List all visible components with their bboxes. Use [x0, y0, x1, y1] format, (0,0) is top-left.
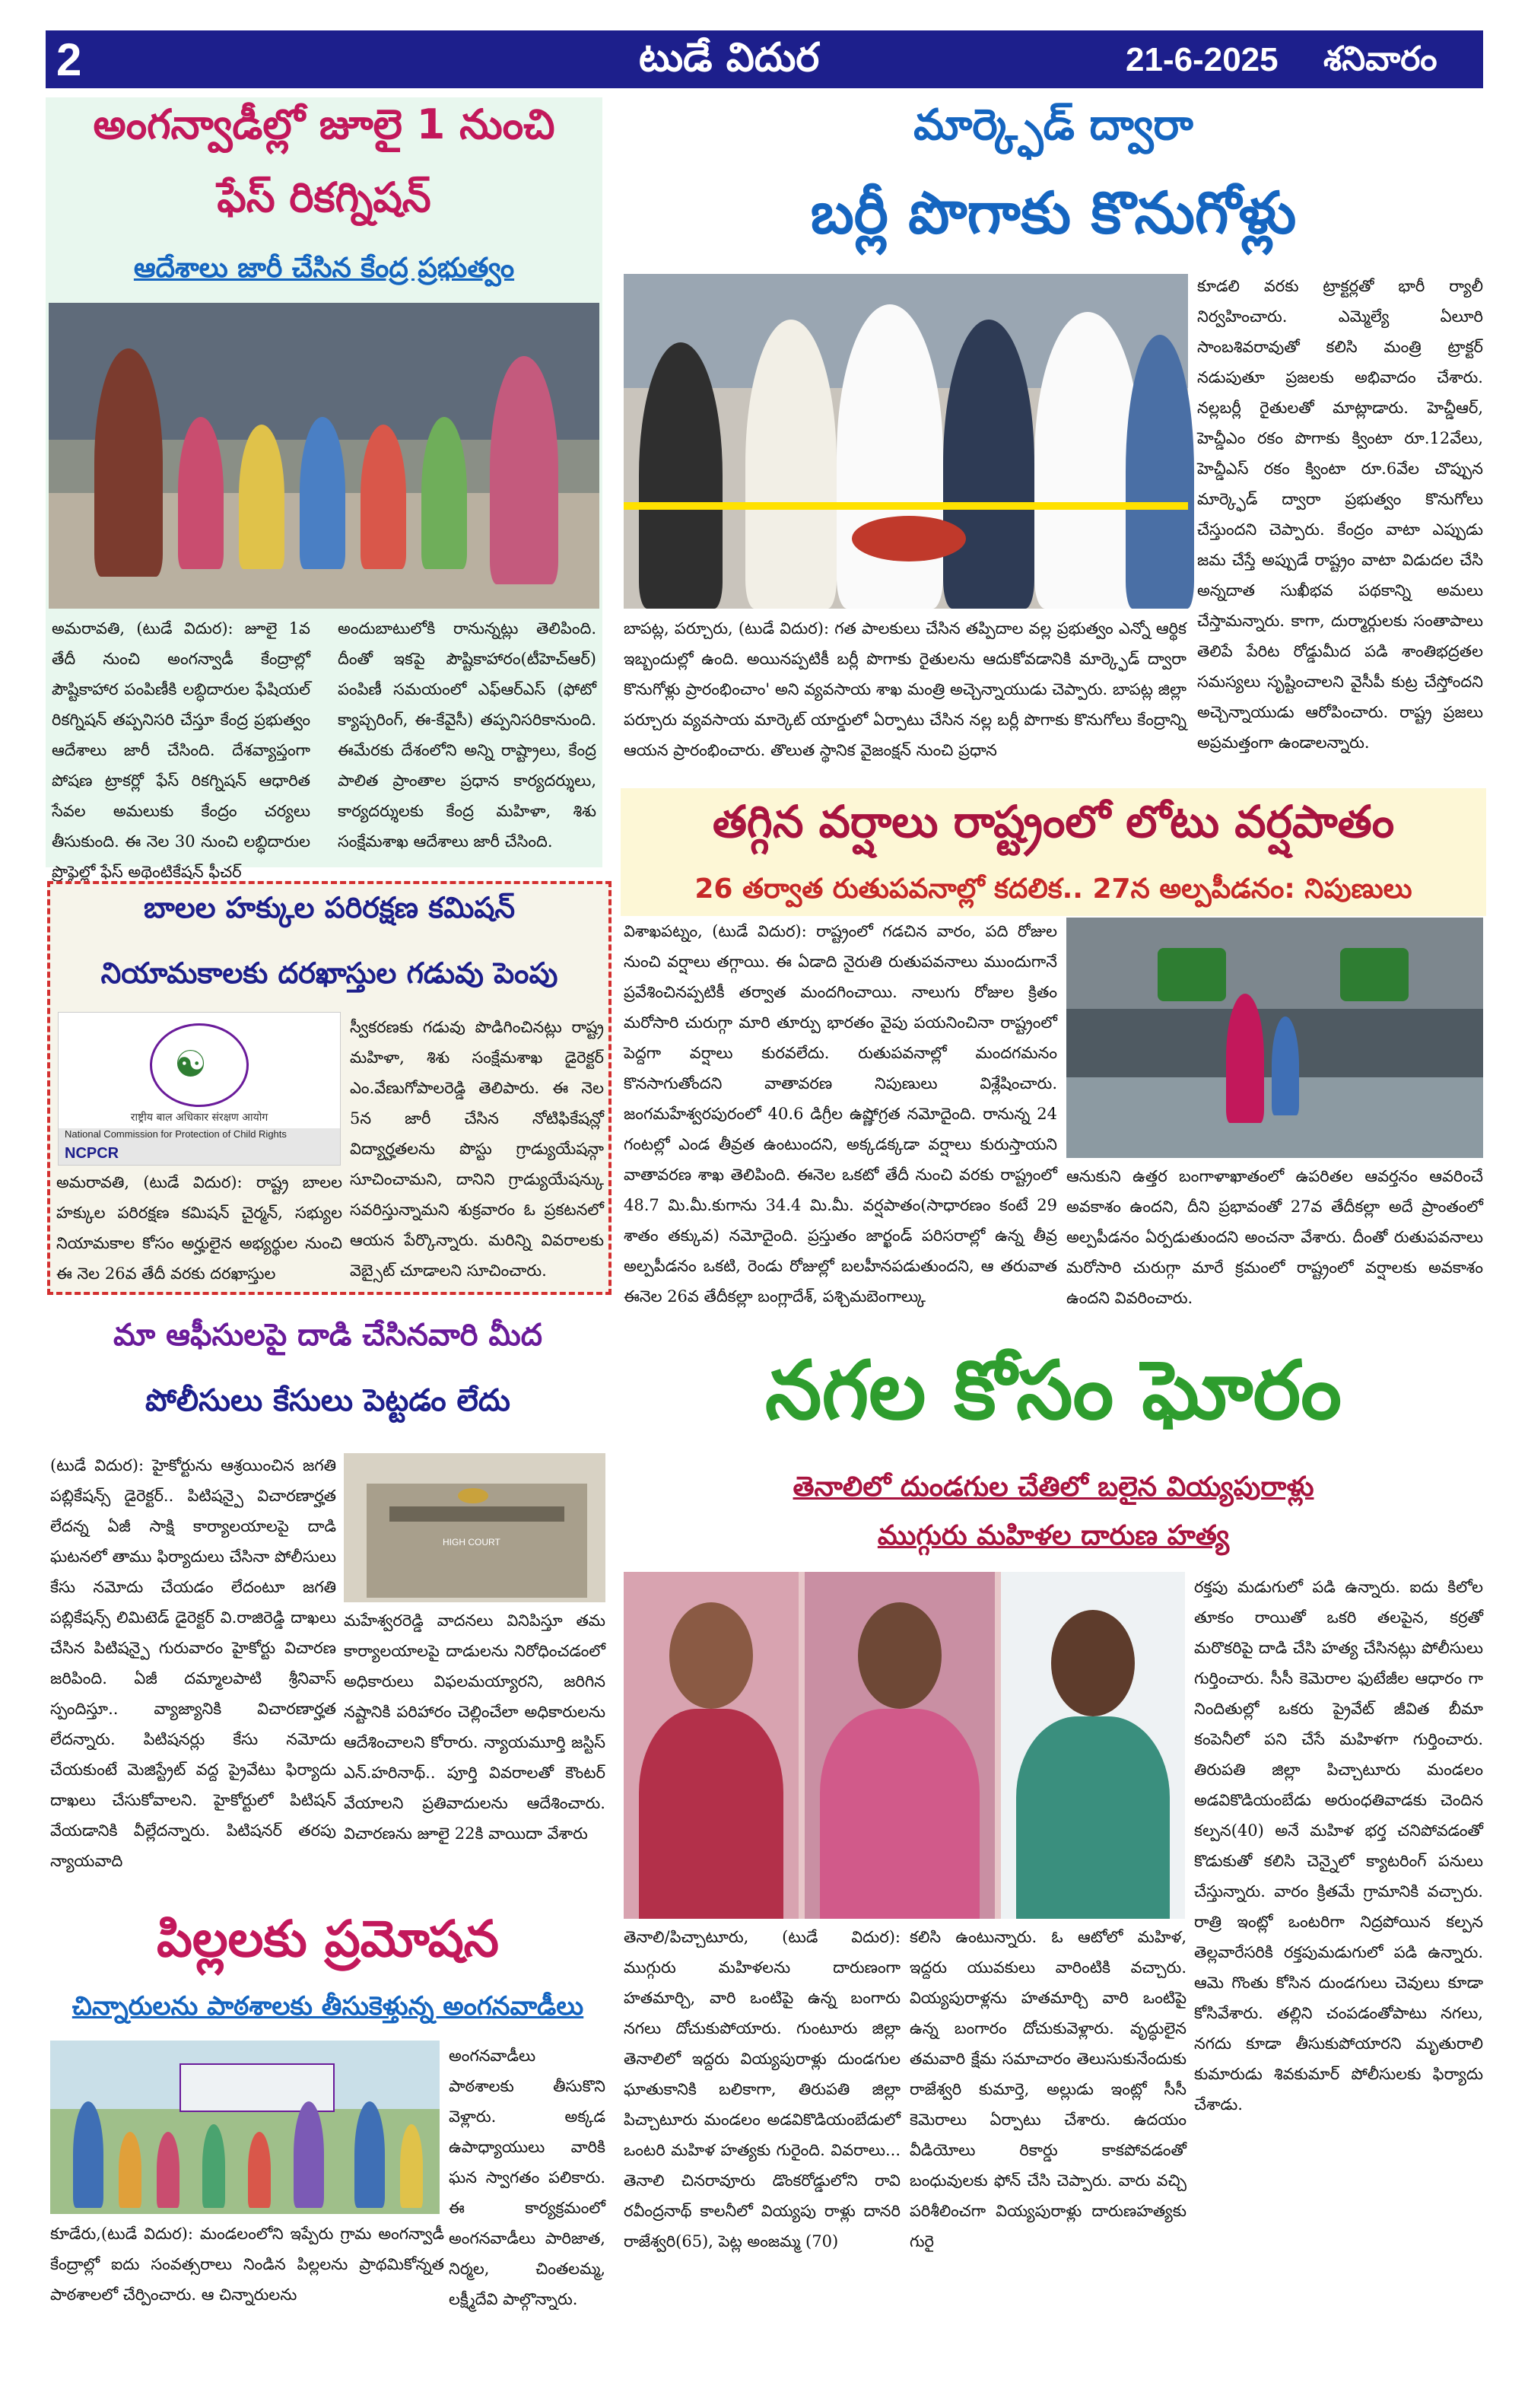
emblem-icon: [458, 1488, 488, 1503]
nagalu-col2: కలిసి ఉంటున్నారు. ఓ ఆటోలో మహిళ, ఇద్దరు యువకులు వారింటికి వచ్చారు. వియ్యపురాళ్లను హతమార్చి వారి ఒంటిపై ఉన్న బంగారం దోచుకువెళ్లారు. వృద్ధులైన తమవారి క్షేమ సమాచారం తెలుసుకునేందుకు రాజేశ్వరి కుమార్తె, అల్లుడు ఇంట్లో సీసీ కెమెరాలు ఏర్పాటు చేశారు. ఉదయం వీడియోలు రికార్డు కాకపోవడంతో బంధువులకు ఫోన్ చేసి చెప్పారు. వారు వచ్చి పరిశీలించగా వియ్యపురాళ్లు దారుణహత్యకు గురై: [910, 1928, 1187, 2251]
victim-photo-1: [624, 1572, 799, 1919]
victim-photo-3: [1001, 1572, 1185, 1919]
rain-left-text: విశాఖపట్నం, (టుడే విదుర): రాష్ట్రంలో గడచిన వారం, పది రోజుల నుంచి వర్షాలు తగ్గాయి. ఈ ఏడాది నైరుతి రుతుపవనాలు ముందుగానే ప్రవేశించినప్పటికీ తర్వాత మందగించాయి. నాలుగు రోజుల క్రితం మరోసారి చురుగ్గా మారి తూర్పు భారతం వైపు పయనించినా రాష్ట్రంలో పెద్దగా వర్షాలు కురవలేదు. రుతుపవనాల్లో మందగమనం కొనసాగుతోందని వాతావరణ నిపుణులు విశ్లేషించారు. జంగమహేశ్వరపురంలో 40.6 డిగ్రీల ఉష్ణోగ్రత నమోదైంది. రానున్న 24 గంటల్లో ఎండ తీవ్రత ఉంటుందని, అక్కడక్కడా వర్షాలు కురుస్తాయని వాతావరణ శాఖ తెలిపింది. ఈనెల ఒకటో తేదీ నుంచి వరకు రాష్ట్రంలో 48.7 మి.మీ.కుగాను 34.4 మి.మీ. వర్షపాతం(సాధారణం కంటే 29 శాతం తక్కువ) నమోదైంది. ప్రస్తుతం జార్ఖండ్ పరిసరాల్లో ఉన్న తీవ్ర అల్పపీడనం ఒకటి, రెండు రోజుల్లో బలహీనపడుతుందని, ఆ తరువాత ఈనెల 26వ తేదీకల్లా బంగ్లాదేశ్, పశ్చిమబెంగాల్కు: [624, 922, 1057, 1306]
victims-photos: [624, 1572, 1185, 1919]
rain-right-text: ఆనుకుని ఉత్తర బంగాళాఖాతంలో ఉపరితల ఆవర్తనం ఆవరించే అవకాశం ఉందని, దీని ప్రభావంతో 27వ తేదీకల్లా అదే ప్రాంతంలో అల్పపీడనం ఏర్పడుతుందని అంచనా వేశారు. దీంతో రుతుపవనాలు మరోసారి చురుగ్గా మారే క్రమంలో రాష్ట్రంలో వర్షాలకు అవకాశం ఉందని వివరించారు.: [1066, 1167, 1483, 1307]
anganwadi-headline-2: ఫేస్ రికగ్నిషన్: [217, 173, 431, 221]
pillalu-right-text: అంగనవాడీలు పాఠశాలకు తీసుకొని వెళ్లారు. అక్కడ ఉపాధ్యాయులు వారికి ఘన స్వాగతం పలికారు. ఈ కార్యక్రమంలో అంగనవాడీలు పారిజాత, నిర్మల, చింతలమ్మ, లక్ష్మీదేవి పాల్గొన్నారు.: [449, 2047, 605, 2308]
pillalu-subhead: చిన్నారులను పాఠశాలకు తీసుకెళ్తున్న అంగనవాడీలు: [71, 1991, 584, 2022]
offices-headline-2: పోలీసులు కేసులు పెట్టడం లేదు: [145, 1383, 510, 1418]
ncpcr-logo: [58, 1012, 341, 1166]
nagalu-subhead-2: ముగ్గురు మహిళల దారుణ హత్య: [877, 1520, 1230, 1551]
anganwadi-children-photo: [49, 303, 599, 609]
pillalu-bottom-text: కూడేరు,(టుడే విదుర): మండలంలోని ఇప్పేరు గ్రామ అంగన్వాడీ కేంద్రాల్లో ఐదు సంవత్సరాలు నిండిన పిల్లలను ప్రాథమికోన్నత పాఠశాలలో చేర్పించారు. ఆ చిన్నారులను: [50, 2225, 444, 2304]
high-court-sign: HIGH COURT: [443, 1537, 500, 1548]
rain-headline: తగ్గిన వర్షాలు రాష్ట్రంలో లోటు వర్షపాతం: [712, 796, 1395, 848]
pillalu-headline: పిల్లలకు ప్రమోషన: [156, 1910, 500, 1968]
anganwadi-col2: అందుబాటులోకి రానున్నట్లు తెలిపింది. దీంతో ఇకపై పౌష్టికాహారం(టీహెచ్ఆర్) పంపిణీ సమయంలో ఎఫ్ఆర్ఎస్ (ఫోటో క్యాప్చరింగ్, ఈ-కేవైసీ) తప్పనిసరికానుంది. ఈమేరకు దేశంలోని అన్ని రాష్ట్రాలు, కేంద్ర పాలిత ప్రాంతాల ప్రధాన కార్యదర్శులు, కార్యదర్శులకు కేంద్ర మహిళా, శిశు సంక్షేమశాఖ ఆదేశాలు జారీ చేసింది.: [338, 619, 596, 851]
anganwadi-col1: అమరావతి, (టుడే విదుర): జూలై 1వ తేదీ నుంచి అంగన్వాడీ కేంద్రాల్లో పౌష్టికాహార పంపిణీకి లబ్ధిదారుల ఫేషియల్ రికగ్నిషన్ తప్పనిసరి చేస్తూ కేంద్ర ప్రభుత్వం ఆదేశాలు జారీ చేసింది. దేశవ్యాప్తంగా పోషణ ట్రాకర్లో ఫేస్ రికగ్నిషన్ ఆధారిత సేవల అమలుకు కేంద్రం చర్యలు తీసుకుంది. ఈ నెల 30 నుంచి లబ్ధిదారుల ప్రొఫైల్లో ఫేస్ అథెంటికేషన్ ఫీచర్: [52, 619, 310, 881]
ncpcr-left-text: అమరావతి, (టుడే విదుర): రాష్ట్ర బాలల హక్కుల పరిరక్షణ కమిషన్ చైర్మన్, సభ్యుల నియామకాల కోసం అర్హులైన అభ్యర్థుల నుంచి ఈ నెల 26వ తేదీ వరకు దరఖాస్తుల: [56, 1173, 342, 1283]
markfed-bottom-text: బాపట్ల, పర్చూరు, (టుడే విదుర): గత పాలకులు చేసిన తప్పిదాల వల్ల ప్రభుత్వం ఎన్నో ఆర్థిక ఇబ్బందుల్లో ఉంది. అయినప్పటికీ బర్లీ పొగాకు రైతులను ఆదుకోవడానికి మార్క్ఫెడ్ ద్వారా కొనుగోళ్లు ప్రారంభించాం' అని వ్యవసాయ శాఖ మంత్రి అచ్చెన్నాయుడు చెప్పారు. బాపట్ల జిల్లా పర్చూరు వ్యవసాయ మార్కెట్ యార్డులో ఏర్పాటు చేసిన నల్ల బర్లీ పొగాకు కొనుగోలు కేంద్రాన్ని ఆయన ప్రారంభించారు. తొలుత స్థానిక వైజంక్షన్ నుంచి ప్రధాన: [624, 619, 1187, 759]
paper-name: టుడే విదుర: [639, 35, 820, 81]
anganwadi-rally-photo: [50, 2041, 440, 2214]
ncpcr-headline-1: బాలల హక్కుల పరిరక్షణ కమిషన్: [143, 891, 516, 924]
rain-street-photo: [1066, 918, 1483, 1158]
victim-photo-2: [805, 1572, 995, 1919]
masthead: [46, 30, 1483, 88]
offices-headline-1: మా ఆఫీసులపై దాడి చేసినవారి మీద: [113, 1318, 542, 1353]
nagalu-headline: నగల కోసం ఘోరం: [765, 1344, 1342, 1437]
nagalu-col1: తెనాలి/పిచ్చాటూరు, (టుడే విదుర): ముగ్గురు మహిళలను దారుణంగా హతమార్చి, వారి ఒంటిపై ఉన్న బంగారు నగలు దోచుకుపోయారు. గుంటూరు జిల్లా తెనాలిలో ఇద్దరు వియ్యపురాళ్లు దుండగుల ఘాతుకానికి బలికాగా, తిరుపతి జిల్లా పిచ్చాటూరు మండలం అడవికొడియంబేడులో ఒంటరి మహిళ హత్యకు గురైంది. వివరాలు... తెనాలి చినరావూరు డొంకరోడ్డులోని రావి రవీంద్రనాథ్ కాలనీలో వియ్యపు రాళ్లు దానరి రాజేశ్వరి(65), పెట్ల అంజమ్మ (70): [624, 1928, 901, 2251]
offices-col1: (టుడే విదుర): హైకోర్టును ఆశ్రయించిన జగతి పబ్లికేషన్స్ డైరెక్టర్.. పిటిషన్పై విచారణార్హత లేదన్న ఏజీ సాక్షి కార్యాలయాలపై దాడి ఘటనలో తాము ఫిర్యాదులు చేసినా పోలీసులు కేసు నమోదు చేయడం లేదంటూ జగతి పబ్లికేషన్స్ లిమిటెడ్ డైరెక్టర్ వి.రాజిరెడ్డి దాఖలు చేసిన పిటిషన్పై గురువారం హైకోర్టు విచారణ జరిపింది. ఏజీ దమ్మాలపాటి శ్రీనివాస్ స్పందిస్తూ.. వ్యాజ్యానికి విచారణార్హత లేదన్నారు. పిటిషనర్లు కేసు నమోదు చేయకుంటే మెజిస్ట్రేట్ వద్ద ప్రైవేటు ఫిర్యాదు దాఖలు చేసుకోవాలని. హైకోర్టులో పిటిషన్ వేయడానికి వీల్లేదన్నారు. పిటిషనర్ తరపు న్యాయవాది: [50, 1456, 336, 1870]
nagalu-subhead-1: తెనాలిలో దుండగుల చేతిలో బలైన వియ్యపురాళ్లు: [793, 1471, 1314, 1503]
anganwadi-subhead: ఆదేశాలు జారీ చేసిన కేంద్ర ప్రభుత్వం: [133, 253, 515, 284]
ncpcr-headline-2: నియామకాలకు దరఖాస్తుల గడువు పెంపు: [100, 956, 558, 990]
nagalu-right-text: రక్తపు మడుగులో పడి ఉన్నారు. ఐదు కిలోల తూకం రాయితో ఒకరి తలపైన, కర్రతో మరొకరిపై దాడి చేసి హత్య చేసినట్లు పోలీసులు గుర్తించారు. సీసీ కెమెరాల ఫుటేజీల ఆధారం గా నిందితుల్లో ఒకరు ప్రైవేట్ జీవిత బీమా కంపెనీలో పని చేసే మహిళగా గుర్తించారు. తిరుపతి జిల్లా పిచ్చాటూరు మండలం అడవికొడియంబేడు అరుంధతివాడకు చెందిన కల్పన(40) అనే మహిళ భర్త చనిపోవడంతో కొడుకుతో కలిసి చెన్నైలో క్యాటరింగ్ పనులు చేస్తున్నారు. వారం క్రితమే గ్రామానికి వచ్చారు. రాత్రి ఇంట్లో ఒంటరిగా నిద్రపోయిన కల్పన తెల్లవారేసరికి రక్తపుమడుగులో పడి ఉన్నారు. ఆమె గొంతు కోసిన దుండగులు చెవులు కూడా కోసివేశారు. తల్లిని చంపడంతోపాటు నగలు, నగదు కూడా తీసుకుపోయారని మృతురాలి కుమారుడు శివకుమార్ పోలీసులకు ఫిర్యాదు చేశాడు.: [1194, 1578, 1483, 2114]
child-figure-icon: ☯: [174, 1043, 208, 1086]
ncpcr-logo-hindi: राष्ट्रीय बाल अधिकार संरक्षण आयोग: [130, 1112, 268, 1124]
ncpcr-right-text: స్వీకరణకు గడువు పొడిగించినట్లు రాష్ట్ర మహిళా, శిశు సంక్షేమశాఖ డైరెక్టర్ ఎం.వేణుగోపాలరెడ్డి తెలిపారు. ఈ నెల 5న జారీ చేసిన నోటిఫికేషన్లో విద్యార్హతలను పొస్టు గ్రాడ్యుయేషన్గా సూచించామని, దానిని గ్రాడ్యుయేషన్కు సవరిస్తున్నామని శుక్రవారం ఓ ప్రకటనలో ఆయన పేర్కొన్నారు. మరిన్ని వివరాలకు వెబ్సైట్ చూడాలని సూచించారు.: [350, 1018, 604, 1280]
markfed-inauguration-photo: [624, 274, 1188, 609]
markfed-headline-2: బర్లీ పొగాకు కొనుగోళ్లు: [810, 179, 1297, 247]
auto-rickshaw: [1158, 948, 1226, 1001]
anganwadi-headline-1: అంగన్వాడీల్లో జూలై 1 నుంచి: [93, 100, 555, 148]
ribbon: [624, 502, 1188, 510]
issue-day: శనివారం: [1323, 40, 1437, 78]
offices-col2: మహేశ్వరరెడ్డి వాదనలు వినిపిస్తూ తమ కార్యాలయాలపై దాడులను నిరోధించడంలో అధికారులు విఫలమయ్యారని, జరిగిన నష్టానికి పరిహారం చెల్లించేలా అధికారులను ఆదేశించాలని కోరారు. న్యాయమూర్తి జస్టిస్ ఎన్.హరినాథ్.. పూర్తి వివరాలతో కౌంటర్ వేయాలని ప్రతివాదులను ఆదేశించారు. విచారణను జూలై 22కి వాయిదా వేశారు: [344, 1611, 605, 1843]
flower-plate: [852, 516, 966, 561]
rain-subhead: 26 తర్వాత రుతుపవనాల్లో కదలిక.. 27న అల్పపీడనం: నిపుణులు: [694, 873, 1412, 905]
issue-date: 21-6-2025: [1126, 41, 1279, 78]
page-number: 2: [56, 34, 82, 85]
ncpcr-logo-caption: National Commission for Protection of Child Rights: [65, 1128, 287, 1140]
markfed-right-text: కూడలి వరకు ట్రాక్టర్లతో భారీ ర్యాలీ నిర్వహించారు. ఎమ్మెల్యే ఏలూరి సాంబశివరావుతో కలిసి మంత్రి ట్రాక్టర్ నడుపుతూ ప్రజలకు అభివాదం చేశారు. నల్లబర్లీ రైతులతో మాట్లాడారు. హెచ్డీఆర్, హెచ్డీఎం రకం పొగాకు క్వింటా రూ.12వేలు, హెచ్డీఎస్ రకం క్వింటా రూ.6వేల చొప్పున మార్క్ఫెడ్ ద్వారా ప్రభుత్వం కొనుగోలు చేస్తుందని చెప్పారు. కేంద్రం వాటా ఎప్పుడు జమ చేస్తే అప్పుడే రాష్ట్రం వాటా విడుదల చేసి అన్నదాత సుఖీభవ పథకాన్ని అమలు చేస్తామన్నారు. కాగా, దుర్మార్గులకు సంతాపాలు తెలిపే పేరిట రోడ్డుమీద పడి శాంతిభద్రతల సమస్యలు సృష్టించాలని వైసీపీ కుట్ర చేస్తోందని అచ్చెన్నాయుడు ఆరోపించారు. రాష్ట్ర ప్రజలు అప్రమత్తంగా ఉండాలన్నారు.: [1197, 277, 1483, 752]
markfed-headline-1: మార్క్ఫెడ్ ద్వారా: [913, 100, 1193, 150]
high-court-building-photo: [344, 1453, 605, 1602]
ncpcr-logo-abbr: NCPCR: [65, 1145, 119, 1162]
